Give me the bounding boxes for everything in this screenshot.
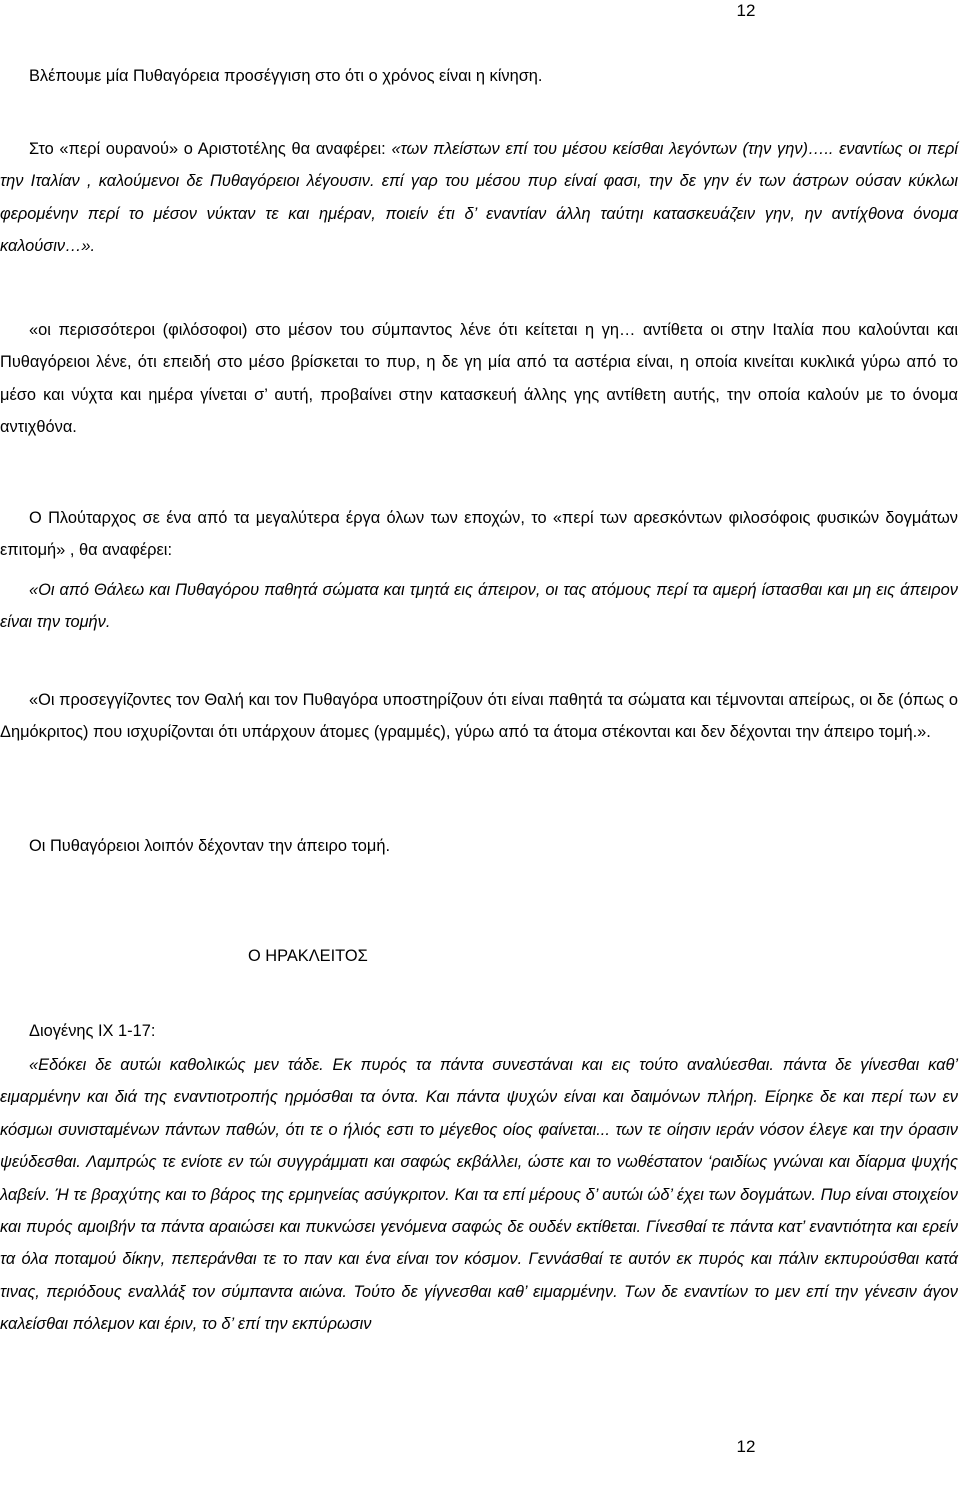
paragraph-aristotle [0,133,958,263]
page-number-top: 12 [736,1,756,20]
paragraph-plutarch-quote: «Οι από Θάλεω και Πυθαγόρου παθητά σώματα και τμητά εις άπειρον, οι τας ατόμους περί τα αμερή ίστασθαι και μη εις άπειρον είναι την τομήν. [0,581,958,632]
section-heading: Ο ΗΡΑΚΛΕΙΤΟΣ [248,947,368,965]
paragraph-plutarch-translation: «Οι προσεγγίζοντες τον Θαλή και τον Πυθαγόρα υποστηρίζουν ότι είναι παθητά τα σώματα και τέμνονται απείρως, οι δε (όπως ο Δημόκριτος) που ισχυρίζονται ότι υπάρχουν άτομες (γραμμές), γύρω από τα άτομα στέκονται και δεν δέχονται την άπειρο τομή.». [0,691,958,742]
page-number-bottom: 12 [736,1437,756,1456]
aristotle-quote-text: «των πλείστων επί του μέσου κείσθαι λεγόντων (την γην)….. εναντίως οι περί την Ιταλίαν , καλούμενοι δε Πυθαγόρειοι λέγουσιν. επί γαρ του μέσου πυρ είναί φασι, την δε γην έν των άστρων ούσαν κύκλωι φερομένην περί το μέσον νύκταν τε και ημέραν, ποιείν έτι δ’ εναντίαν άλλη ταύτηι κατασκευάζειν γην, ην αντίχθονα όνομα καλούσιν…». [0,140,959,256]
paragraph-aristotle-translation: «οι περισσότεροι (φιλόσοφοι) στο μέσον του σύμπαντος λένε ότι κείτεται η γη… αντίθετα οι στην Ιταλία που καλούνται και Πυθαγόρειοι λένε, ότι επειδή στο μέσο βρίσκεται το πυρ, η δε γη μία από τα αστέρια είναι, η οποία κινείται κυκλικά γύρω από το μέσο και νύχτα και ημέρα γίνεται σ’ αυτή, προβαίνει στην κατασκευή άλλης γης αντίθετη αυτής, την οποία καλούν με το όνομα αντιχθόνα. [0,321,958,437]
paragraph-heraclitus-quote: «Εδόκει δε αυτώι καθολικώς μεν τάδε. Εκ πυρός τα πάντα συνεστάναι και εις τούτο αναλύεσθαι. πάντα δε γίνεσθαι καθ’ ειμαρμένην και διά της εναντιοτροπής ηρμόσθαι τα όντα. Και πάντα ψυχών είναι και δαιμόνων πλήρη. Είρηκε δε και περί των εν κόσμωι συνισταμένων πάντων παθών, ότι τε ο ήλιός εστι το μέγεθος οίος φαίνεται... των τε οίησιν ιεράν νόσον έλεγε και την όρασιν ψεύδεσθαι. Λαμπρώς τε ενίοτε εν τώι συγγράμματι και σαφώς εκβάλλει, ώστε και το νωθέστατον ‘ραιδίως γνώναι και δίαρμα ψυχής λαβείν. Ή τε βραχύτης και το βάρος της ερμηνείας ασύγκριτον. Και τα επί μέρους δ’ αυτώι ώδ’ έχει των δογμάτων. Πυρ είναι στοιχείον και πυρός αμοιβήν τα πάντα αραιώσει και πυκνώσει γενόμενα σαφώς δε ουδέν εκτίθεται. Γίνεσθαί τε πάντα κατ’ εναντιότητα και ερείν τα όλα ποταμού δίκην, πεπεράνθαι τε το παν και ένα είναι τον κόσμον. Γεννάσθαί τε αυτόν εκ πυρός και πάλιν εκπυρούσθαι κατά τινας, περιόδους εναλλάξ τον σύμπαντα αιώνα. Τούτο δε γίγνεσθαι καθ’ ειμαρμένην. Των δε εναντίων το μεν επί την γένεσιν άγον καλείσθαι πόλεμον και έριν, το δ’ επί την εκπύρωσιν [0,1056,958,1334]
paragraph-plutarch: Ο Πλούταρχος σε ένα από τα μεγαλύτερα έργα όλων των εποχών, το «περί των αρεσκόντων φιλοσόφοις φυσικών δογμάτων επιτομή» , θα αναφέρει: [0,509,958,560]
diogenes-reference: Διογένης ΙΧ 1-17: [29,1022,156,1040]
paragraph-intro: Βλέπουμε μία Πυθαγόρεια προσέγγιση στο ότι ο χρόνος είναι η κίνηση. [29,67,543,85]
paragraph-conclusion: Οι Πυθαγόρειοι λοιπόν δέχονταν την άπειρο τομή. [29,837,391,855]
aristotle-intro-text: Στο «περί ουρανού» ο Αριστοτέλης θα αναφέρει: [29,140,392,158]
